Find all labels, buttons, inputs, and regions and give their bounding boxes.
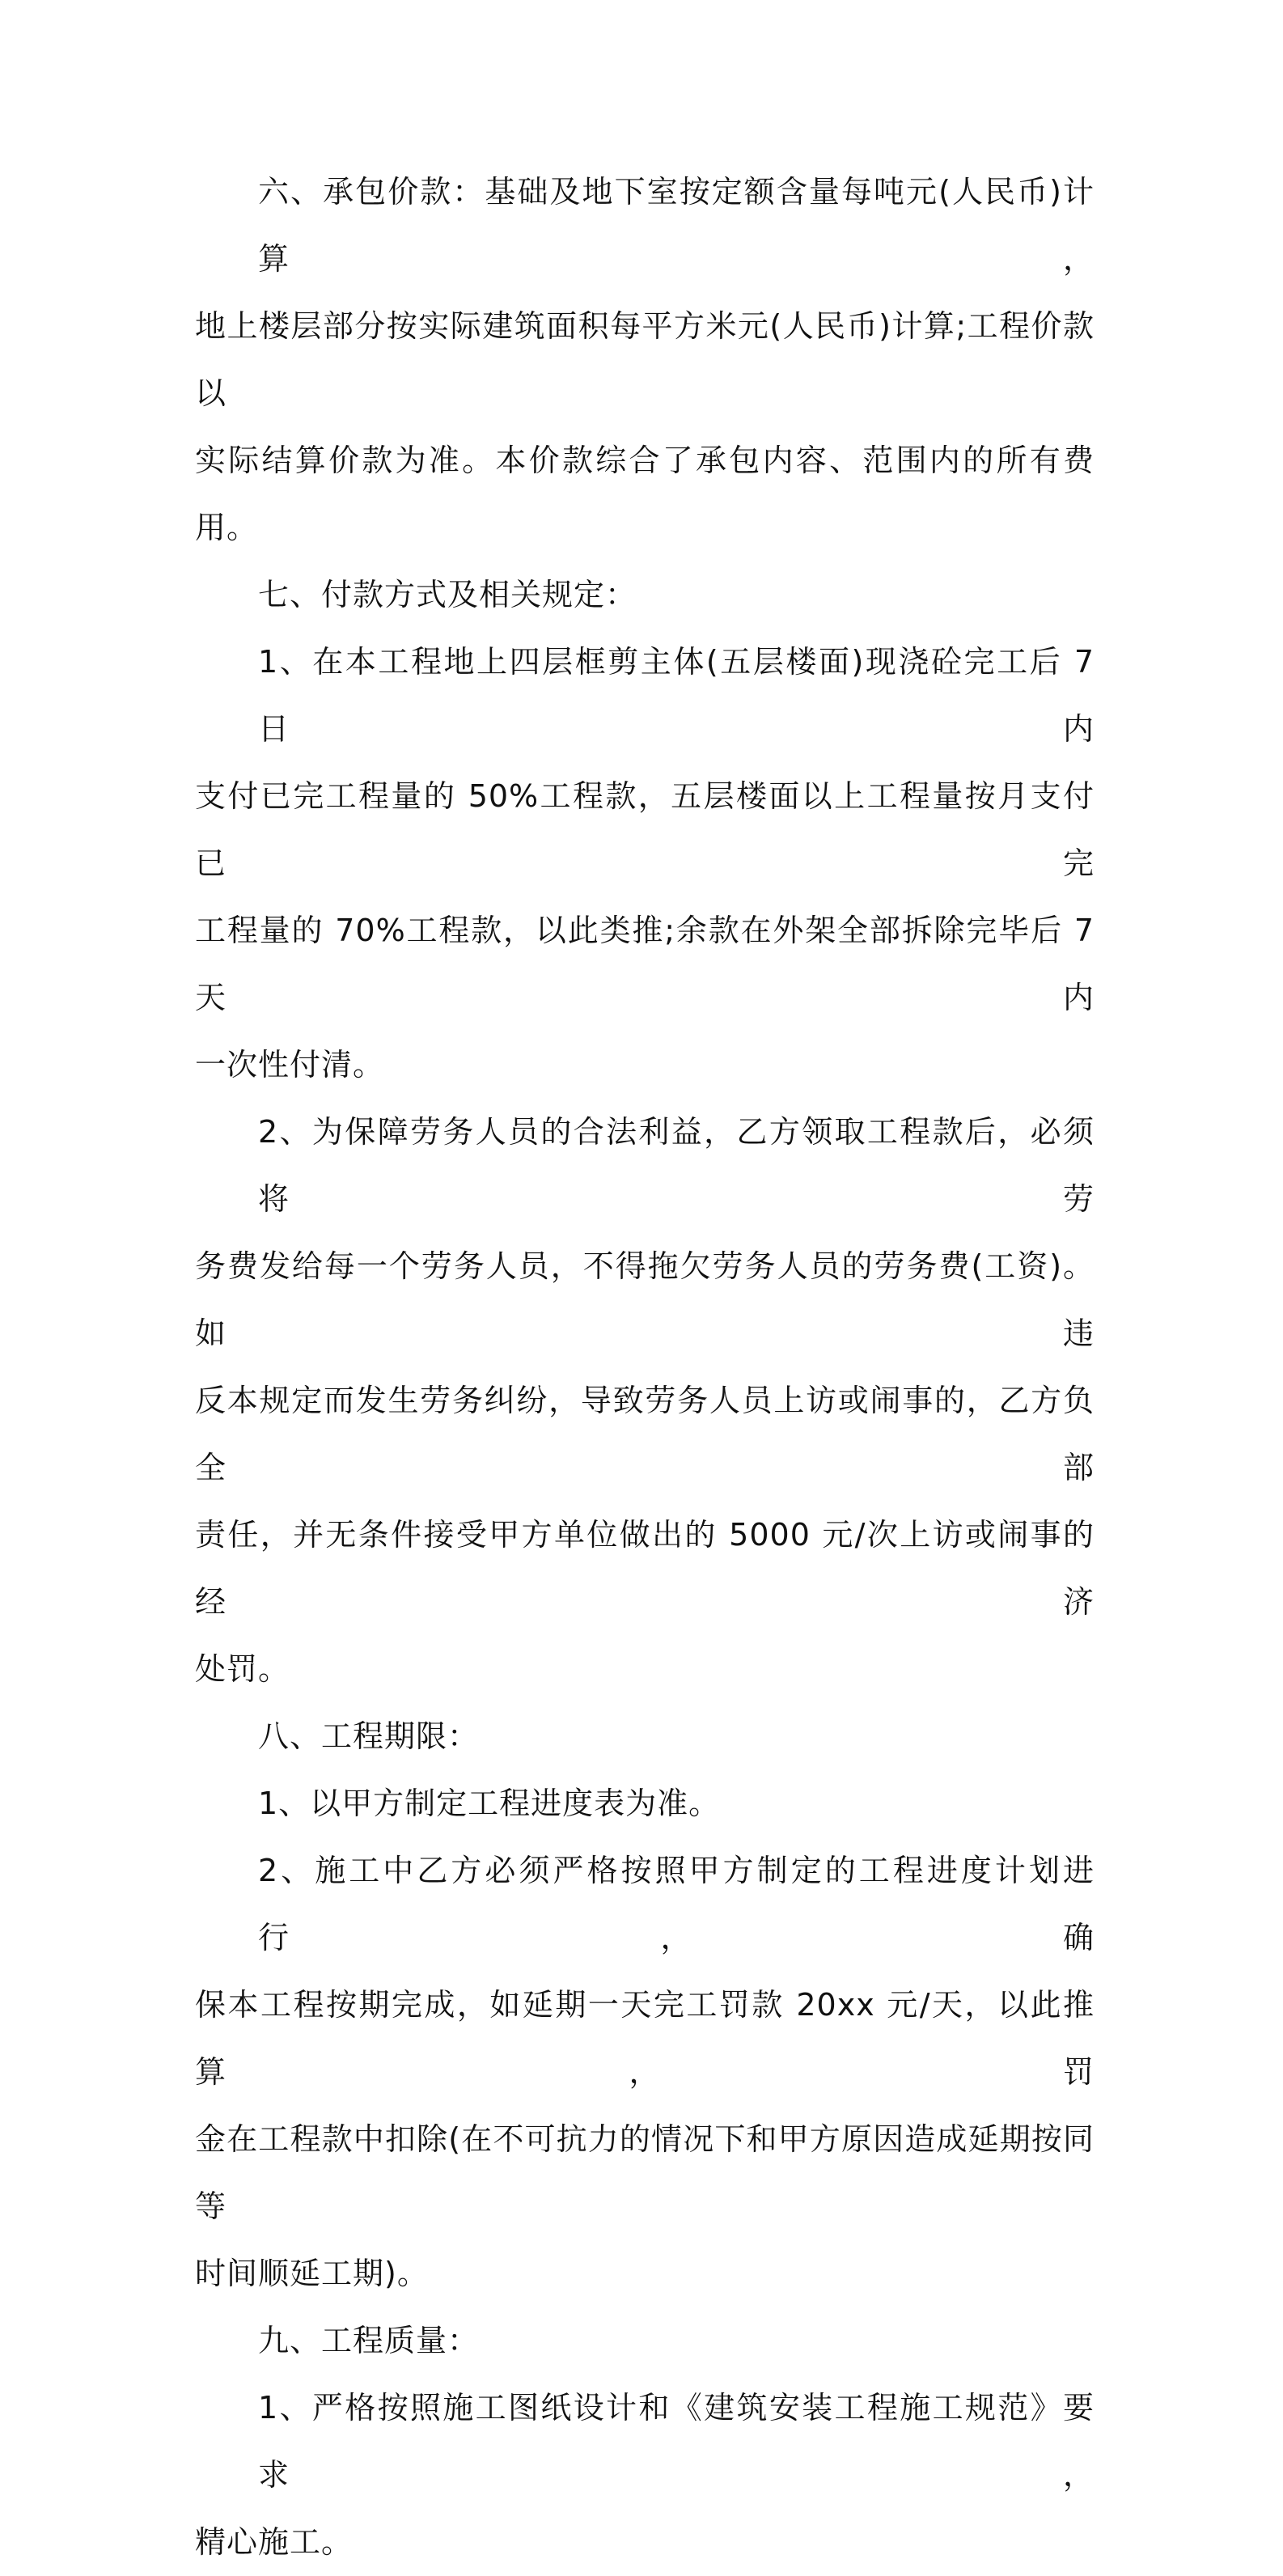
text-line: 2、为保障劳务人员的合法利益，乙方领取工程款后，必须将劳 bbox=[258, 1114, 1095, 1217]
clause-8-item-1 bbox=[195, 1770, 1095, 1837]
clause-7-item-2 bbox=[195, 1099, 1095, 1703]
text-line: 处罚。 bbox=[195, 1651, 290, 1687]
text-line: 八、工程期限： bbox=[258, 1718, 480, 1754]
text-line: 1、严格按照施工图纸设计和《建筑安装工程施工规范》要求， bbox=[258, 2390, 1095, 2493]
text-line: 金在工程款中扣除(在不可抗力的情况下和甲方原因造成延期按同等 bbox=[195, 2121, 1095, 2224]
text-line: 七、付款方式及相关规定： bbox=[258, 577, 637, 612]
clause-7-heading bbox=[195, 561, 1095, 629]
text-line: 支付已完工程量的 50%工程款，五层楼面以上工程量按月支付已完 bbox=[195, 778, 1095, 881]
text-line: 九、工程质量： bbox=[258, 2323, 480, 2358]
text-line: 反本规定而发生劳务纠纷，导致劳务人员上访或闹事的，乙方负全部 bbox=[195, 1383, 1095, 1485]
text-line: 1、在本工程地上四层框剪主体(五层楼面)现浇砼完工后 7 日内 bbox=[258, 644, 1095, 747]
clause-8-heading bbox=[195, 1703, 1095, 1770]
text-line: 地上楼层部分按实际建筑面积每平方米元(人民币)计算;工程价款以 bbox=[195, 308, 1095, 411]
clause-6-contract-price bbox=[195, 159, 1095, 561]
text-line: 1、以甲方制定工程进度表为准。 bbox=[258, 1786, 721, 1821]
clause-9-heading bbox=[195, 2307, 1095, 2375]
text-line: 时间顺延工期)。 bbox=[195, 2256, 429, 2291]
text-line: 保本工程按期完成，如延期一天完工罚款 20xx 元/天，以此推算，罚 bbox=[195, 1987, 1095, 2090]
text-line: 实际结算价款为准。本价款综合了承包内容、范围内的所有费用。 bbox=[195, 443, 1095, 545]
text-line: 精心施工。 bbox=[195, 2524, 354, 2560]
text-line: 责任，并无条件接受甲方单位做出的 5000 元/次上访或闹事的经济 bbox=[195, 1517, 1095, 1620]
clause-8-item-2 bbox=[195, 1837, 1095, 2307]
clause-7-item-1 bbox=[195, 629, 1095, 1099]
text-line: 一次性付清。 bbox=[195, 1047, 385, 1083]
clause-9-item-1 bbox=[195, 2375, 1095, 2576]
text-line: 六、承包价款：基础及地下室按定额含量每吨元(人民币)计算， bbox=[258, 174, 1095, 277]
text-line: 2、施工中乙方必须严格按照甲方制定的工程进度计划进行，确 bbox=[258, 1853, 1095, 1955]
text-line: 工程量的 70%工程款，以此类推;余款在外架全部拆除完毕后 7 天内 bbox=[195, 913, 1095, 1015]
document-body bbox=[195, 159, 1095, 2576]
text-line: 务费发给每一个劳务人员，不得拖欠劳务人员的劳务费(工资)。如违 bbox=[195, 1248, 1095, 1351]
